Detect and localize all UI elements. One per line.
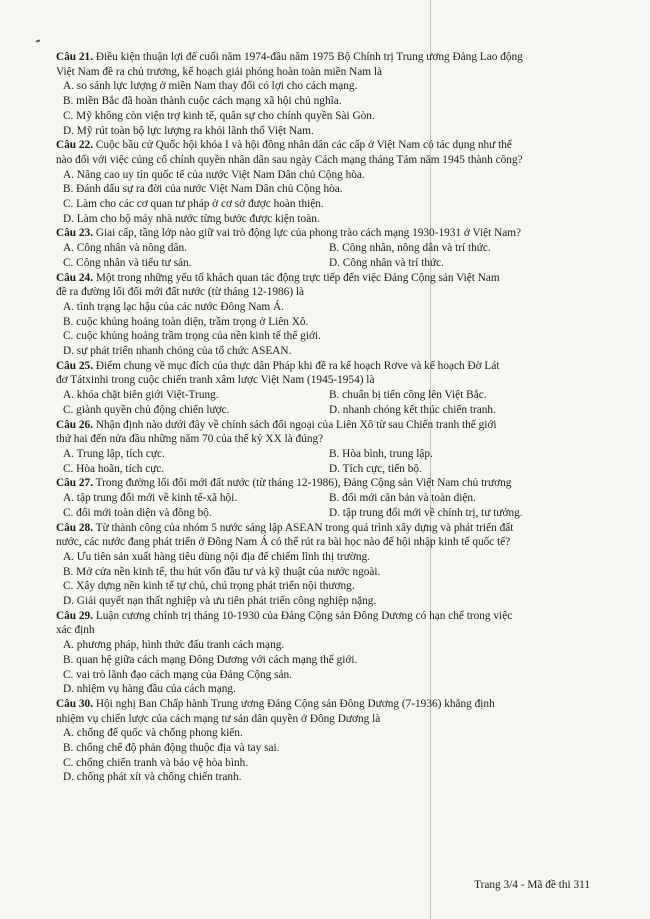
question-stem-text: thứ hai đến nửa đầu những năm 70 của thế kỷ XX là đúng? bbox=[56, 433, 324, 446]
question-number: Câu 29. bbox=[56, 609, 94, 622]
question-stem-text: Luận cương chính trị tháng 10-1930 của Đảng Cộng sản Đông Dương có hạn chế trong việc bbox=[95, 609, 513, 622]
question-stem-line bbox=[56, 65, 604, 80]
question-stem-line bbox=[56, 373, 604, 388]
question-stem-line bbox=[56, 535, 604, 550]
question-stem-text: xác định bbox=[56, 624, 95, 637]
scan-speck bbox=[36, 39, 40, 42]
question-stem-line bbox=[56, 432, 604, 447]
answer-option: C. cuộc khủng hoảng trầm trọng của nền kinh tế thế giới. bbox=[63, 330, 321, 343]
question-stem-text: Trong đường lối đổi mới đất nước (từ tháng 12-1986), Đảng Cộng sản Việt Nam chủ trương bbox=[95, 477, 512, 490]
answer-option: A. chống đế quốc và chống phong kiến. bbox=[63, 727, 243, 740]
question-stem-text: Nhận định nào dưới đây về chính sách đối ngoại của Liên Xô từ sau Chiến tranh thế giới bbox=[95, 418, 497, 431]
answer-option-row bbox=[56, 491, 604, 506]
answer-option: A. tập trung đổi mới về kinh tế-xã hội. bbox=[63, 492, 238, 505]
answer-option: A. Trung lập, tích cực. bbox=[63, 447, 165, 460]
question-stem-line bbox=[56, 226, 604, 241]
answer-option-row bbox=[56, 241, 604, 256]
question-stem-text: Điều kiện thuận lợi để cuối năm 1974-đầu năm 1975 Bộ Chính trị Trung ương Đảng Lao động bbox=[95, 51, 523, 63]
question-stem-text: Hội nghị Ban Chấp hành Trung ương Đảng Cộng sản Đông Dương (7-1936) khẳng định bbox=[95, 697, 495, 710]
answer-option-row bbox=[56, 506, 604, 521]
answer-option: B. quan hệ giữa cách mạng Đông Dương với cách mạng thế giới. bbox=[63, 653, 358, 666]
question-number: Câu 21. bbox=[56, 51, 94, 63]
answer-option: B. đổi mới căn bản và toàn diện. bbox=[329, 492, 476, 505]
question-block bbox=[56, 476, 604, 520]
question-number: Câu 30. bbox=[56, 697, 94, 710]
question-stem-line bbox=[56, 521, 604, 536]
question-block bbox=[56, 271, 604, 359]
answer-option: A. tình trạng lạc hậu của các nước Đông Nam Á. bbox=[63, 300, 285, 313]
question-stem-text: Từ thành công của nhóm 5 nước sáng lập ASEAN trong quá trình xây dựng và phát triển đất bbox=[95, 521, 514, 534]
answer-option-row bbox=[56, 447, 604, 462]
question-stem-text: nào đối với việc củng cố chính quyền nhân dân sau ngày Cách mạng tháng Tám năm 1945 thành công? bbox=[56, 153, 523, 166]
question-block bbox=[56, 609, 604, 697]
answer-option-row bbox=[56, 388, 604, 403]
answer-option: B. miền Bắc đã hoàn thành cuộc cách mạng xã hội chủ nghĩa. bbox=[63, 95, 342, 108]
answer-option: D. Tích cực, tiến bộ. bbox=[329, 462, 422, 475]
question-stem-line bbox=[56, 271, 604, 286]
question-block bbox=[56, 521, 604, 609]
answer-option: A. khóa chặt biên giới Việt-Trung. bbox=[63, 389, 219, 402]
answer-option: B. chống chế độ phản động thuộc địa và tay sai. bbox=[63, 742, 280, 755]
answer-option: A. Nâng cao uy tín quốc tế của nước Việt Nam Dân chủ Cộng hòa. bbox=[63, 168, 365, 181]
answer-option: D. tập trung đổi mới về chính trị, tư tưởng. bbox=[329, 506, 523, 519]
question-stem-line bbox=[56, 418, 604, 433]
question-number: Câu 26. bbox=[56, 418, 94, 431]
question-block bbox=[56, 138, 604, 226]
question-block bbox=[56, 359, 604, 418]
question-stem-text: Điểm chung về mục đích của thực dân Pháp khi đề ra kế hoạch Rơve và kế hoạch Đờ Lát bbox=[95, 359, 500, 372]
question-stem-text: Một trong những yếu tố khách quan tác động trực tiếp đến việc Đảng Cộng sản Việt Nam bbox=[95, 271, 500, 284]
answer-option: D. Giải quyết nạn thất nghiệp và ưu tiên phát triển công nghiệp nặng. bbox=[63, 595, 377, 608]
question-number: Câu 22. bbox=[56, 139, 94, 152]
answer-option: C. Xây dựng nền kinh tế tự chủ, chú trọng phát triển nội thương. bbox=[63, 580, 355, 593]
answer-option: C. giành quyền chủ động chiến lược. bbox=[63, 403, 230, 416]
answer-option: A. Công nhân và nông dân. bbox=[63, 242, 187, 255]
answer-option: B. Mở cửa nền kinh tế, thu hút vốn đầu tư và kỹ thuật của nước ngoài. bbox=[63, 565, 381, 578]
answer-option: C. đổi mới toàn diện và đồng bộ. bbox=[63, 506, 212, 519]
question-stem-line bbox=[56, 153, 604, 168]
answer-option: C. Làm cho các cơ quan tư pháp ở cơ sở được hoàn thiện. bbox=[63, 198, 324, 211]
answer-option: C. Công nhân và tiểu tư sản. bbox=[63, 256, 192, 269]
question-stem-line bbox=[56, 712, 604, 727]
question-number: Câu 23. bbox=[56, 227, 94, 240]
questions-container bbox=[56, 50, 604, 785]
answer-option: B. chuẩn bị tiến công lên Việt Bắc. bbox=[329, 389, 487, 402]
question-stem-line bbox=[56, 476, 604, 491]
question-stem-text: nhiệm vụ chiến lược của cách mạng tư sản dân quyền ở Đông Dương là bbox=[56, 712, 381, 725]
answer-option: A. so sánh lực lượng ở miền Nam thay đổi có lợi cho cách mạng. bbox=[63, 80, 358, 93]
question-stem-text: đơ Tátxinhi trong cuộc chiến tranh xâm lược Việt Nam (1945-1954) là bbox=[56, 374, 375, 387]
question-stem-text: Giai cấp, tầng lớp nào giữ vai trò động lực của phong trào cách mạng 1930-1931 ở Việt Nam? bbox=[95, 227, 522, 240]
answer-option: D. Mỹ rút toàn bộ lực lượng ra khỏi lãnh thổ Việt Nam. bbox=[63, 124, 314, 137]
question-number: Câu 24. bbox=[56, 271, 94, 284]
question-stem-line bbox=[56, 138, 604, 153]
answer-option: C. chống chiến tranh và bảo vệ hòa bình. bbox=[63, 756, 249, 769]
answer-option: C. vai trò lãnh đạo cách mạng của Đảng Cộng sản. bbox=[63, 668, 293, 681]
answer-option: B. Hòa bình, trung lập. bbox=[329, 447, 433, 460]
question-stem-text: Cuộc bầu cử Quốc hội khóa I và hội đồng nhân dân các cấp ở Việt Nam có tác dụng như thế bbox=[95, 139, 512, 152]
question-block bbox=[56, 697, 604, 785]
question-number: Câu 25. bbox=[56, 359, 94, 372]
question-stem-line bbox=[56, 623, 604, 638]
question-block bbox=[56, 418, 604, 477]
question-number: Câu 28. bbox=[56, 521, 94, 534]
question-stem-line bbox=[56, 50, 604, 65]
page-footer: Trang 3/4 - Mã đề thi 311 bbox=[474, 879, 590, 891]
answer-option: D. Làm cho bộ máy nhà nước từng bước được kiện toàn. bbox=[63, 212, 320, 225]
question-stem-line bbox=[56, 697, 604, 712]
question-number: Câu 27. bbox=[56, 477, 94, 490]
question-stem-text: Việt Nam đề ra chủ trương, kế hoạch giải phóng hoàn toàn miền Nam là bbox=[56, 65, 383, 78]
answer-option: B. cuộc khủng hoảng toàn diện, trầm trọng ở Liên Xô. bbox=[63, 315, 309, 328]
answer-option: A. Ưu tiên sản xuất hàng tiêu dùng nội địa để chiếm lĩnh thị trường. bbox=[63, 550, 370, 563]
answer-option-row bbox=[56, 462, 604, 477]
question-stem-line bbox=[56, 285, 604, 300]
question-block bbox=[56, 226, 604, 270]
question-stem-line bbox=[56, 609, 604, 624]
answer-option: C. Hòa hoãn, tích cực. bbox=[63, 462, 165, 475]
question-stem-text: nước, các nước đang phát triển ở Đông Nam Á có thể rút ra bài học nào để hội nhập kinh tế quốc tế? bbox=[56, 536, 511, 549]
answer-option: C. Mỹ không còn viện trợ kinh tế, quân sự cho chính quyền Sài Gòn. bbox=[63, 109, 375, 122]
question-stem-line bbox=[56, 359, 604, 374]
answer-option: B. Đánh dấu sự ra đời của nước Việt Nam Dân chủ Cộng hòa. bbox=[63, 183, 343, 196]
answer-option: D. Công nhân và trí thức. bbox=[329, 256, 444, 269]
answer-option: D. sự phát triển nhanh chóng của tổ chức ASEAN. bbox=[63, 345, 292, 358]
answer-option-row bbox=[56, 403, 604, 418]
answer-option-row bbox=[56, 256, 604, 271]
answer-option: D. nhanh chóng kết thúc chiến tranh. bbox=[329, 403, 496, 416]
question-block bbox=[56, 50, 604, 138]
question-stem-text: đề ra đường lối đổi mới đất nước (từ tháng 12-1986) là bbox=[56, 286, 305, 299]
answer-option: A. phương pháp, hình thức đấu tranh cách mạng. bbox=[63, 639, 285, 652]
answer-option: D. chống phát xít và chống chiến tranh. bbox=[63, 771, 242, 784]
answer-option: D. nhiệm vụ hàng đầu của cách mạng. bbox=[63, 683, 236, 696]
answer-option: B. Công nhân, nông dân và trí thức. bbox=[329, 242, 491, 255]
